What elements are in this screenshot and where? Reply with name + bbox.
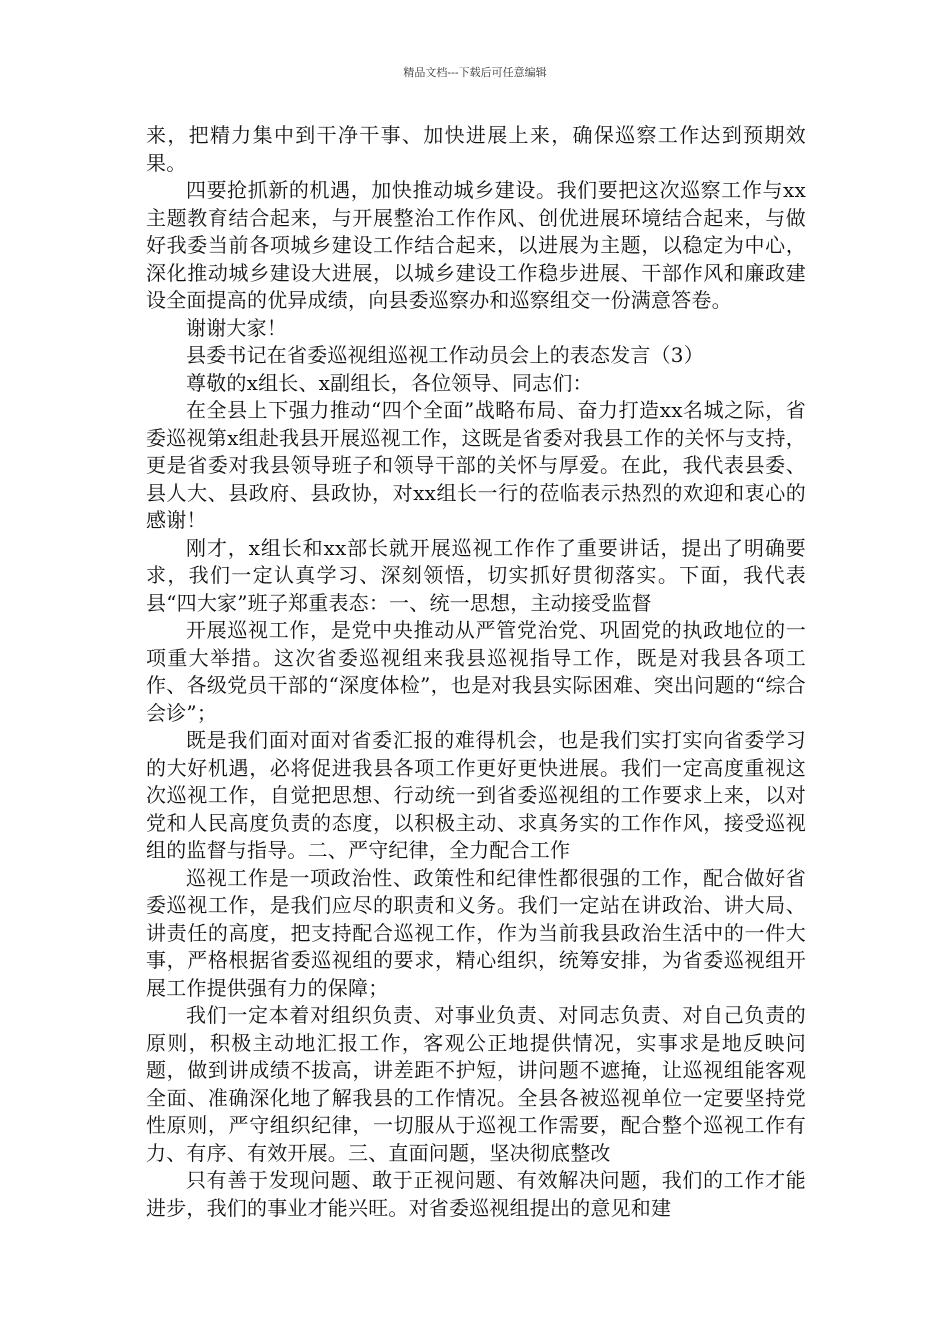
paragraph: 刚才，x组长和xx部长就开展巡视工作作了重要讲话，提出了明确要求，我们一定认真学习、深刻领悟，切实抓好贯彻落实。下面，我代表县“四大家”班子郑重表态：一、统一思想，主动接受监督 bbox=[146, 535, 806, 615]
paragraph: 我们一定本着对组织负责、对事业负责、对同志负责、对自己负责的原则，积极主动地汇报工作，客观公正地提供情况，实事求是地反映问题，做到讲成绩不拔高，讲差距不护短，讲问题不遮掩，让巡视组能客观全面、准确深化地了解我县的工作情况。全县各被巡视单位一定要坚持党性原则，严守组织纪律，一切服从于巡视工作需要，配合整个巡视工作有力、有序、有效开展。三、直面问题，坚决彻底整改 bbox=[146, 1003, 806, 1165]
paragraph: 巡视工作是一项政治性、政策性和纪律性都很强的工作，配合做好省委巡视工作，是我们应尽的职责和义务。我们一定站在讲政治、讲大局、讲责任的高度，把支持配合巡视工作，作为当前我县政治生活中的一件大事，严格根据省委巡视组的要求，精心组织，统筹安排，为省委巡视组开展工作提供强有力的保障； bbox=[146, 865, 806, 1000]
paragraph: 既是我们面对面对省委汇报的难得机会，也是我们实打实向省委学习的大好机遇，必将促进我县各项工作更好更快进展。我们一定高度重视这次巡视工作，自觉把思想、行动统一到省委巡视组的工作要求上来，以对党和人民高度负责的态度，以积极主动、求真务实的工作作风，接受巡视组的监督与指导。二、严守纪律，全力配合工作 bbox=[146, 728, 806, 862]
paragraph: 四要抢抓新的机遇，加快推动城乡建设。我们要把这次巡察工作与xx主题教育结合起来，与开展整治工作作风、创优进展环境结合起来，与做好我委当前各项城乡建设工作结合起来，以进展为主题，以稳定为中心，深化推动城乡建设大进展，以城乡建设工作稳步进展、干部作风和廉政建设全面提高的优异成绩，向县委巡察办和巡察组交一份满意答卷。 bbox=[146, 178, 806, 312]
paragraph: 开展巡视工作，是党中央推动从严管党治党、巩固党的执政地位的一项重大举措。这次省委巡视组来我县巡视指导工作，既是对我县各项工作、各级党员干部的“深度体检”，也是对我县实际困难、突出问题的“综合会诊”； bbox=[146, 618, 806, 725]
paragraph: 在全县上下强力推动“四个全面”战略布局、奋力打造xx名城之际，省委巡视第x组赴我县开展巡视工作，这既是省委对我县工作的关怀与支持，更是省委对我县领导班子和领导干部的关怀与厚爱。在此，我代表县委、县人大、县政府、县政协，对xx组长一行的莅临表示热烈的欢迎和衷心的感谢！ bbox=[146, 398, 806, 532]
paragraph: 谢谢大家！ bbox=[186, 315, 287, 340]
paragraph: 只有善于发现问题、敢于正视问题、有效解决问题，我们的工作才能进步，我们的事业才能兴旺。对省委巡视组提出的意见和建 bbox=[146, 1168, 806, 1220]
document-body bbox=[146, 122, 806, 1222]
page-header: 精品文档---下载后可任意编辑 bbox=[403, 66, 547, 79]
section-title: 县委书记在省委巡视组巡视工作动员会上的表态发言（3） bbox=[186, 343, 704, 367]
paragraph: 来，把精力集中到干净干事、加快进展上来，确保巡察工作达到预期效果。 bbox=[146, 123, 806, 175]
salutation: 尊敬的x组长、x副组长，各位领导、同志们： bbox=[186, 370, 593, 395]
